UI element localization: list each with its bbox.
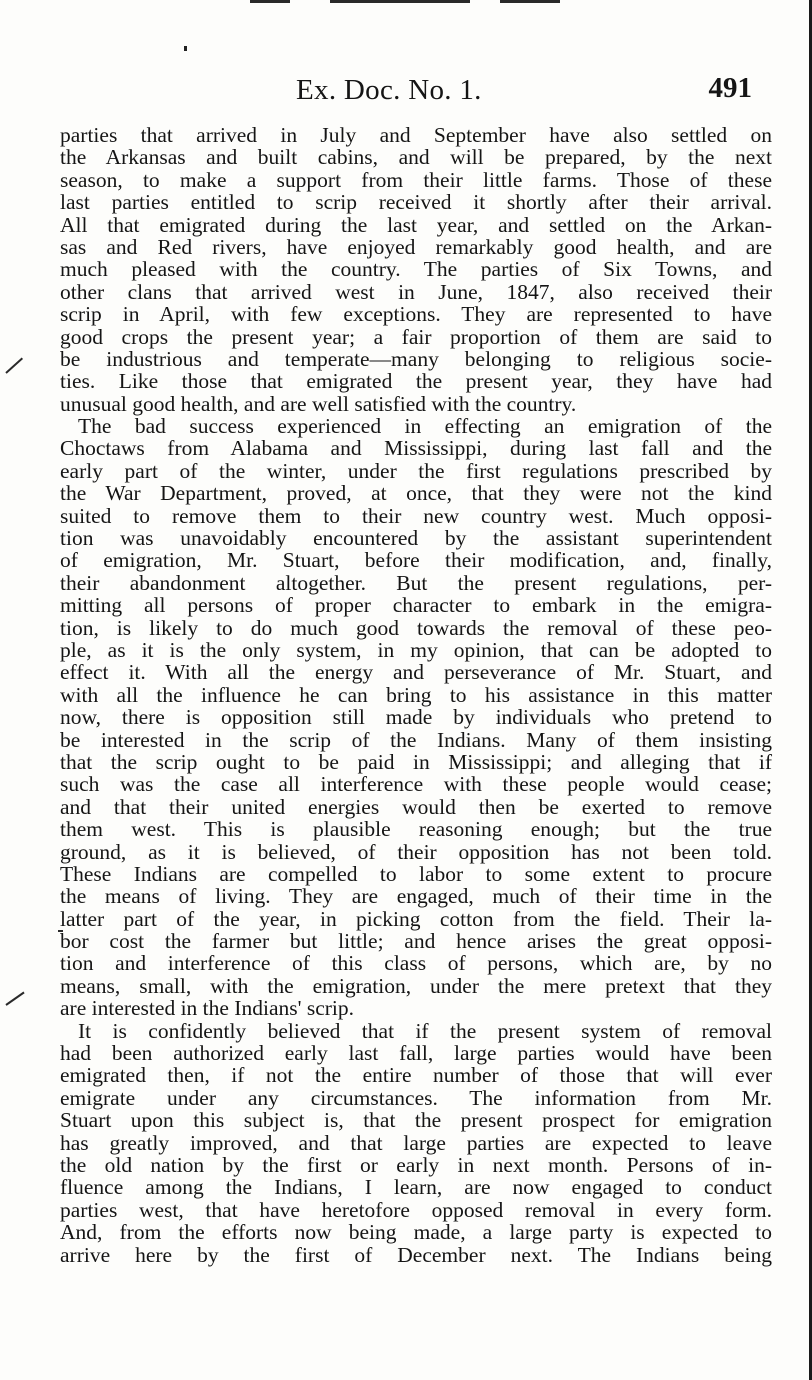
text-line: the old nation by the first or early in next month. Persons of in- — [60, 1152, 772, 1177]
margin-tick-mark — [5, 358, 23, 374]
text-line: unusual good health, and are well satisfied with the country. — [60, 391, 577, 416]
text-line: and that their united energies would then be exerted to remove — [60, 794, 772, 819]
text-line: tion and interference of this class of persons, which are, by no — [60, 951, 772, 976]
text-line: much pleased with the country. The parties of Six Towns, and — [60, 257, 772, 282]
text-line: All that emigrated during the last year, and settled on the Arkan- — [60, 212, 772, 237]
margin-tick-mark — [5, 992, 24, 1006]
text-line: good crops the present year; a fair proportion of them are said to — [60, 324, 772, 349]
text-line: the means of living. They are engaged, much of their time in the — [60, 884, 772, 909]
text-line: emigrate under any circumstances. The information from Mr. — [60, 1085, 772, 1110]
text-line: scrip in April, with few exceptions. They are represented to have — [60, 302, 772, 327]
text-line: with all the influence he can bring to his assistance in this matter — [60, 682, 772, 707]
page-header — [60, 74, 772, 114]
text-line: of emigration, Mr. Stuart, before their modification, and, finally, — [60, 548, 772, 573]
text-line: them west. This is plausible reasoning enough; but the true — [60, 817, 772, 842]
text-line: season, to make a support from their little farms. Those of these — [60, 167, 772, 192]
text-line: sas and Red rivers, have enjoyed remarkably good health, and are — [60, 234, 772, 259]
text-line: be industrious and temperate—many belonging to religious socie- — [60, 346, 772, 371]
text-line: such was the case all interference with these people would cease; — [60, 772, 772, 797]
text-line: And, from the efforts now being made, a large party is expected to — [60, 1220, 772, 1245]
text-line: ties. Like those that emigrated the present year, they have had — [60, 369, 772, 394]
text-line: tion was unavoidably encountered by the assistant superintendent — [60, 526, 772, 551]
text-line: early part of the winter, under the first regulations prescribed by — [60, 458, 772, 483]
text-line: arrive here by the first of December next. The Indians being — [60, 1242, 772, 1267]
text-line: their abandonment altogether. But the present regulations, per- — [60, 570, 772, 595]
page-number: 491 — [708, 72, 752, 104]
text-line: fluence among the Indians, I learn, are now engaged to conduct — [60, 1175, 772, 1200]
text-line: mitting all persons of proper character to embark in the emigra- — [60, 593, 772, 618]
paragraph-start-line: The bad success experienced in effecting an emigration of the — [78, 414, 772, 439]
text-line: the Arkansas and built cabins, and will be prepared, by the next — [60, 145, 772, 170]
text-line: parties that arrived in July and September have also settled on — [60, 123, 772, 147]
ink-speck — [184, 46, 187, 51]
text-line: now, there is opposition still made by individuals who pretend to — [60, 705, 772, 730]
text-line: other clans that arrived west in June, 1847, also received their — [60, 279, 772, 304]
body-text — [60, 124, 772, 1266]
text-line: has greatly improved, and that large parties are expected to leave — [60, 1130, 772, 1155]
paragraph-start-line: It is confidently believed that if the present system of removal — [78, 1018, 772, 1043]
running-title: Ex. Doc. No. 1. — [296, 74, 482, 106]
text-line: suited to remove them to their new country west. Much opposi- — [60, 503, 772, 528]
text-line: These Indians are compelled to labor to some extent to procure — [60, 861, 772, 886]
scan-top-edge — [0, 0, 812, 3]
text-line: ple, as it is the only system, in my opinion, that can be adopted to — [60, 637, 772, 662]
text-line: Stuart upon this subject is, that the present prospect for emigration — [60, 1108, 772, 1133]
text-line: had been authorized early last fall, large parties would have been — [60, 1041, 772, 1066]
text-line: are interested in the Indians' scrip. — [60, 996, 355, 1021]
text-line: tion, is likely to do much good towards the removal of these peo- — [60, 615, 772, 640]
text-line: effect it. With all the energy and perseverance of Mr. Stuart, and — [60, 660, 772, 685]
text-line: that the scrip ought to be paid in Mississippi; and alleging that if — [60, 749, 772, 774]
text-line: emigrated then, if not the entire number of those that will ever — [60, 1063, 772, 1088]
text-line: parties west, that have heretofore opposed removal in every form. — [60, 1197, 772, 1222]
text-line: Choctaws from Alabama and Mississippi, during last fall and the — [60, 436, 772, 461]
text-line: bor cost the farmer but little; and hence arises the great opposi- — [60, 929, 772, 954]
text-line: means, small, with the emigration, under the mere pretext that they — [60, 973, 772, 998]
text-line: last parties entitled to scrip received it shortly after their arrival. — [60, 190, 772, 215]
text-line: latter part of the year, in picking cotton from the field. Their la- — [60, 906, 772, 931]
text-line: be interested in the scrip of the Indians. Many of them insisting — [60, 727, 772, 752]
text-line: ground, as it is believed, of their opposition has not been told. — [60, 839, 772, 864]
text-line: the War Department, proved, at once, that they were not the kind — [60, 481, 772, 506]
